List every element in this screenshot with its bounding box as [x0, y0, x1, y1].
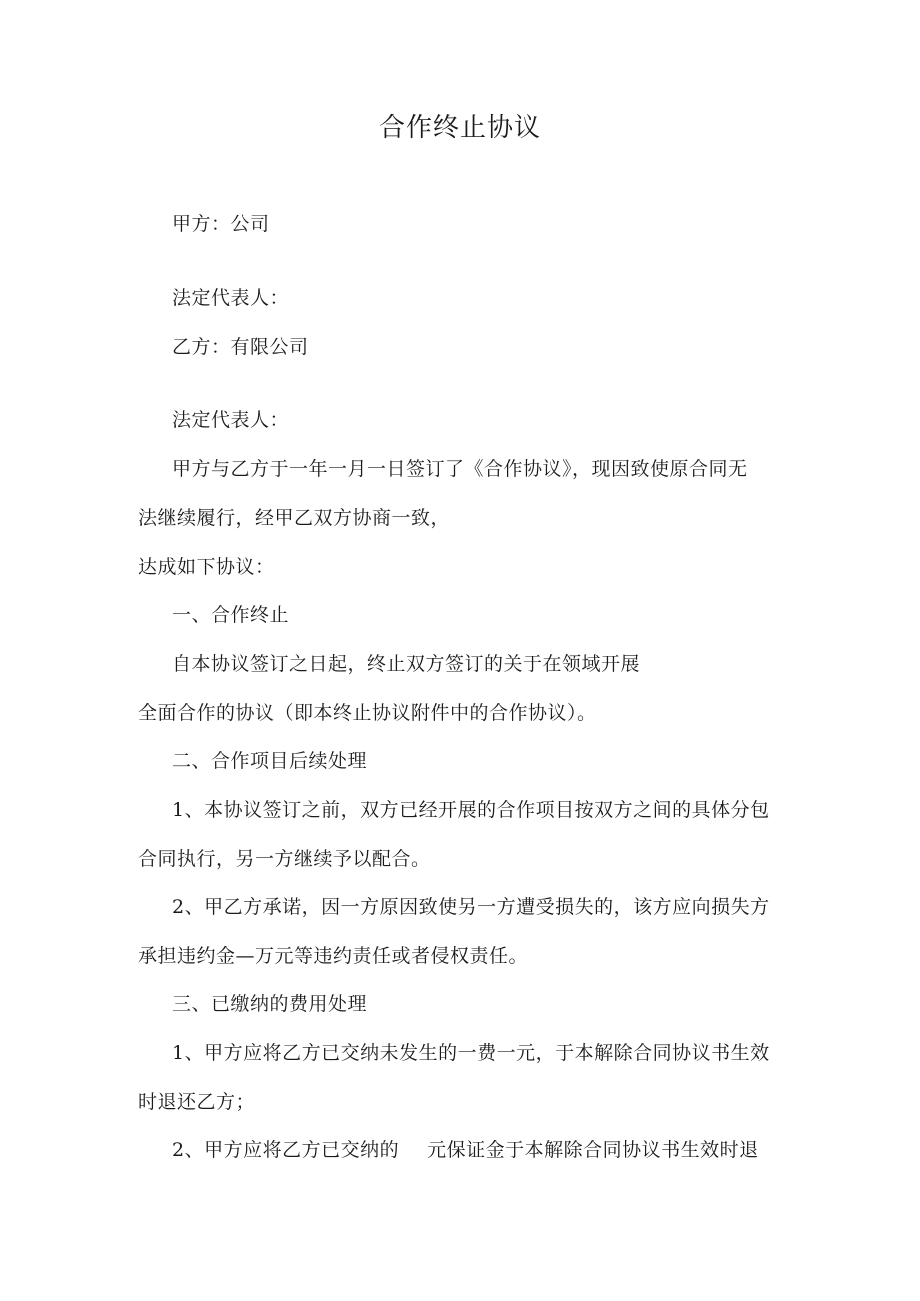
party-a: 甲方：公司 — [172, 213, 270, 235]
section-3-item-1-line-1: 1、甲方应将乙方已交纳未发生的一费一元，于本解除合同协议书生效 — [172, 1042, 770, 1064]
section-2-item-1-line-1: 1、本协议签订之前，双方已经开展的合作项目按双方之间的具体分包 — [172, 799, 770, 821]
party-a-representative: 法定代表人： — [172, 287, 290, 309]
intro-line-1: 甲方与乙方于一年一月一日签订了《合作协议》，现因致使原合同无 — [172, 458, 748, 480]
section-3-item-2-line-1 — [172, 1137, 759, 1163]
party-b-representative: 法定代表人： — [172, 409, 290, 431]
section-1-para-line-1: 自本协议签订之日起，终止双方签订的关于在领域开展 — [172, 653, 641, 675]
section-1-heading: 一、合作终止 — [172, 604, 290, 626]
party-b: 乙方：有限公司 — [172, 336, 309, 358]
section-3-item-1-line-2: 时退还乙方； — [138, 1091, 256, 1113]
section-1-para-line-2: 全面合作的协议（即本终止协议附件中的合作协议）。 — [138, 702, 597, 724]
intro-line-2: 法继续履行，经甲乙双方协商一致， — [138, 507, 451, 529]
section-3-item-2-text-b: 元保证金于本解除合同协议书生效时退 — [427, 1139, 759, 1161]
section-3-heading: 三、已缴纳的费用处理 — [172, 993, 368, 1015]
intro-line-3: 达成如下协议： — [138, 556, 275, 578]
section-3-item-2-text-a: 2、甲方应将乙方已交纳的 — [172, 1139, 400, 1161]
section-2-item-1-line-2: 合同执行，另一方继续予以配合。 — [138, 848, 431, 870]
section-2-item-2-line-1: 2、甲乙方承诺，因一方原因致使另一方遭受损失的，该方应向损失方 — [172, 896, 770, 918]
section-2-heading: 二、合作项目后续处理 — [172, 750, 368, 772]
section-2-item-2-line-2: 承担违约金—万元等违约责任或者侵权责任。 — [138, 945, 529, 967]
document-title: 合作终止协议 — [378, 113, 541, 143]
